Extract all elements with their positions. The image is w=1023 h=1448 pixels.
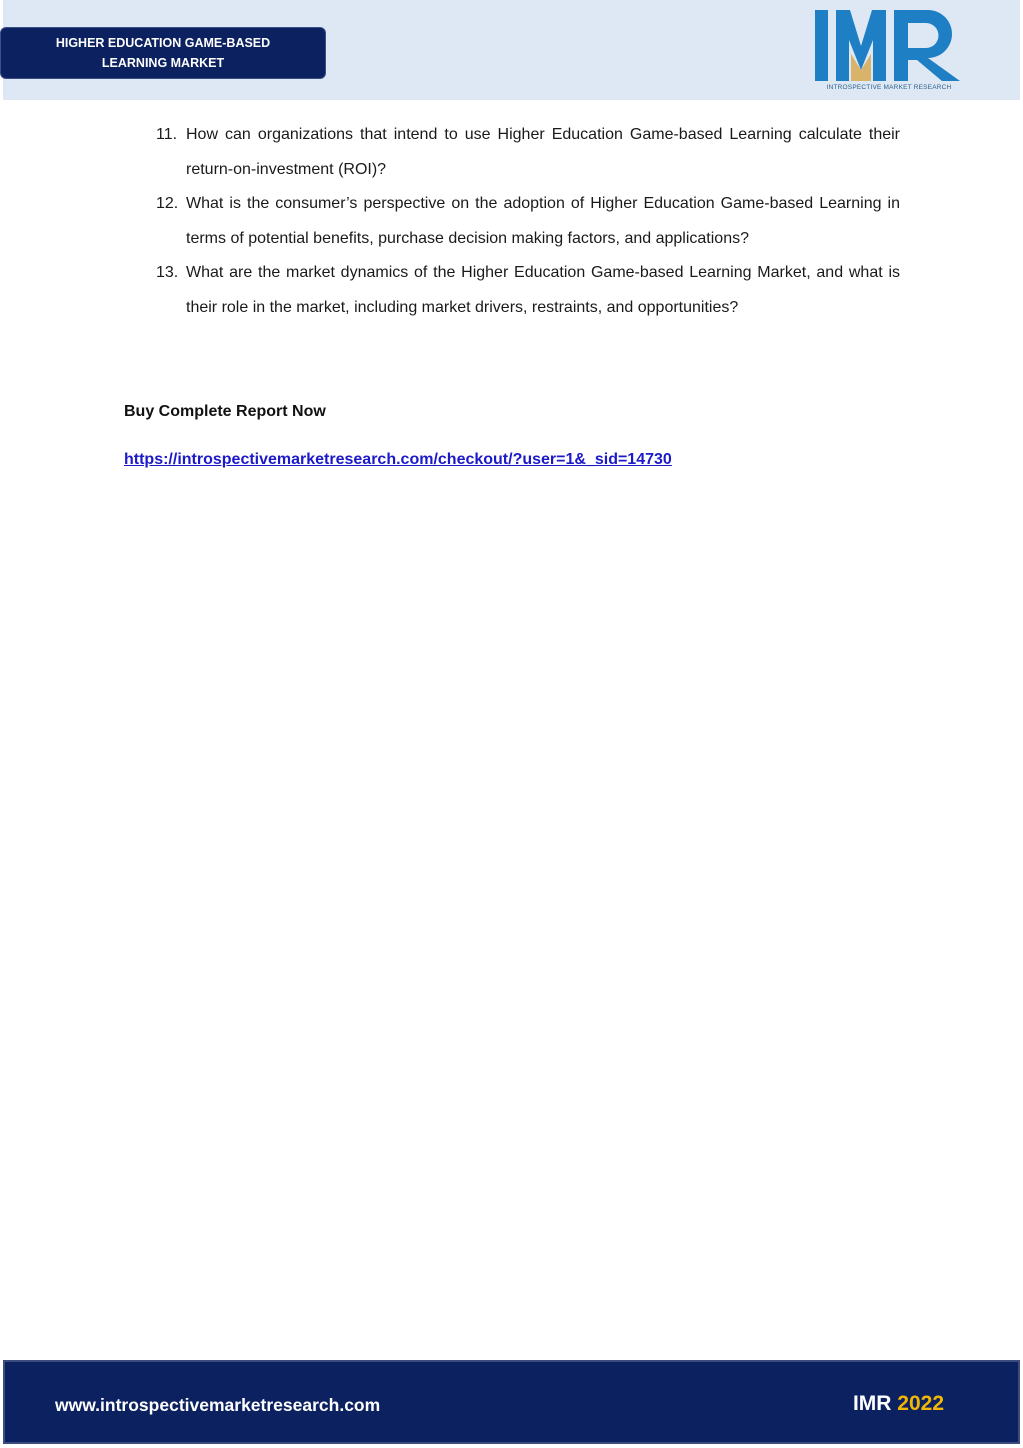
list-item-number: 13. (156, 264, 179, 281)
footer-bar (3, 1360, 1020, 1444)
logo-caption: INTROSPECTIVE MARKET RESEARCH (826, 84, 952, 91)
list-item (150, 118, 900, 187)
list-item-number: 12. (156, 195, 179, 212)
question-list (150, 118, 900, 325)
list-item-text: How can organizations that intend to use Higher Education Game-based Learning calculate their return-on-investment (ROI)? (186, 126, 900, 178)
footer-website: www.introspectivemarketresearch.com (55, 1395, 381, 1415)
checkout-link[interactable]: https://introspectivemarketresearch.com/checkout/?user=1&_sid=14730 (124, 451, 672, 468)
title-line-2: LEARNING MARKET (101, 56, 225, 70)
footer-year: 2022 (897, 1392, 944, 1415)
imr-logo (814, 8, 964, 96)
list-item-text: What is the consumer’s perspective on the adoption of Higher Education Game-based Learning in terms of potential benefits, purchase decision making factors, and applications? (186, 195, 900, 247)
footer-brand (853, 1392, 944, 1416)
footer-brand-name: IMR (852, 1392, 892, 1415)
document-title-badge (0, 27, 326, 79)
buy-report-heading: Buy Complete Report Now (124, 403, 326, 420)
list-item-text: What are the market dynamics of the Higher Education Game-based Learning Market, and what is their role in the market, including market drivers, restraints, and opportunities? (186, 264, 900, 316)
imr-logo-mark (814, 8, 964, 84)
list-item-number: 11. (156, 126, 178, 143)
list-item (150, 187, 900, 256)
title-line-1: HIGHER EDUCATION GAME-BASED (55, 36, 271, 50)
list-item (150, 256, 900, 325)
